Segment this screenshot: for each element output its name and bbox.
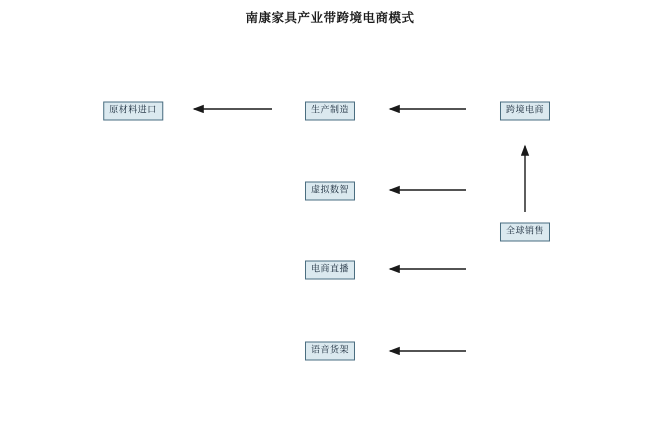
node-virtual-digital-wisdom[interactable]: 虚拟数智 [305,182,355,201]
node-global-sales[interactable]: 全球销售 [500,223,550,242]
node-raw-material-import[interactable]: 原材料进口 [103,102,163,121]
node-ecommerce-livestream[interactable]: 电商直播 [305,261,355,280]
node-voice-assistant[interactable]: 语音货架 [305,342,355,361]
node-production-manufacturing[interactable]: 生产制造 [305,102,355,121]
page-title: 南康家具产业带跨境电商模式 [245,10,415,25]
node-cross-border-ecommerce[interactable]: 跨境电商 [500,102,550,121]
